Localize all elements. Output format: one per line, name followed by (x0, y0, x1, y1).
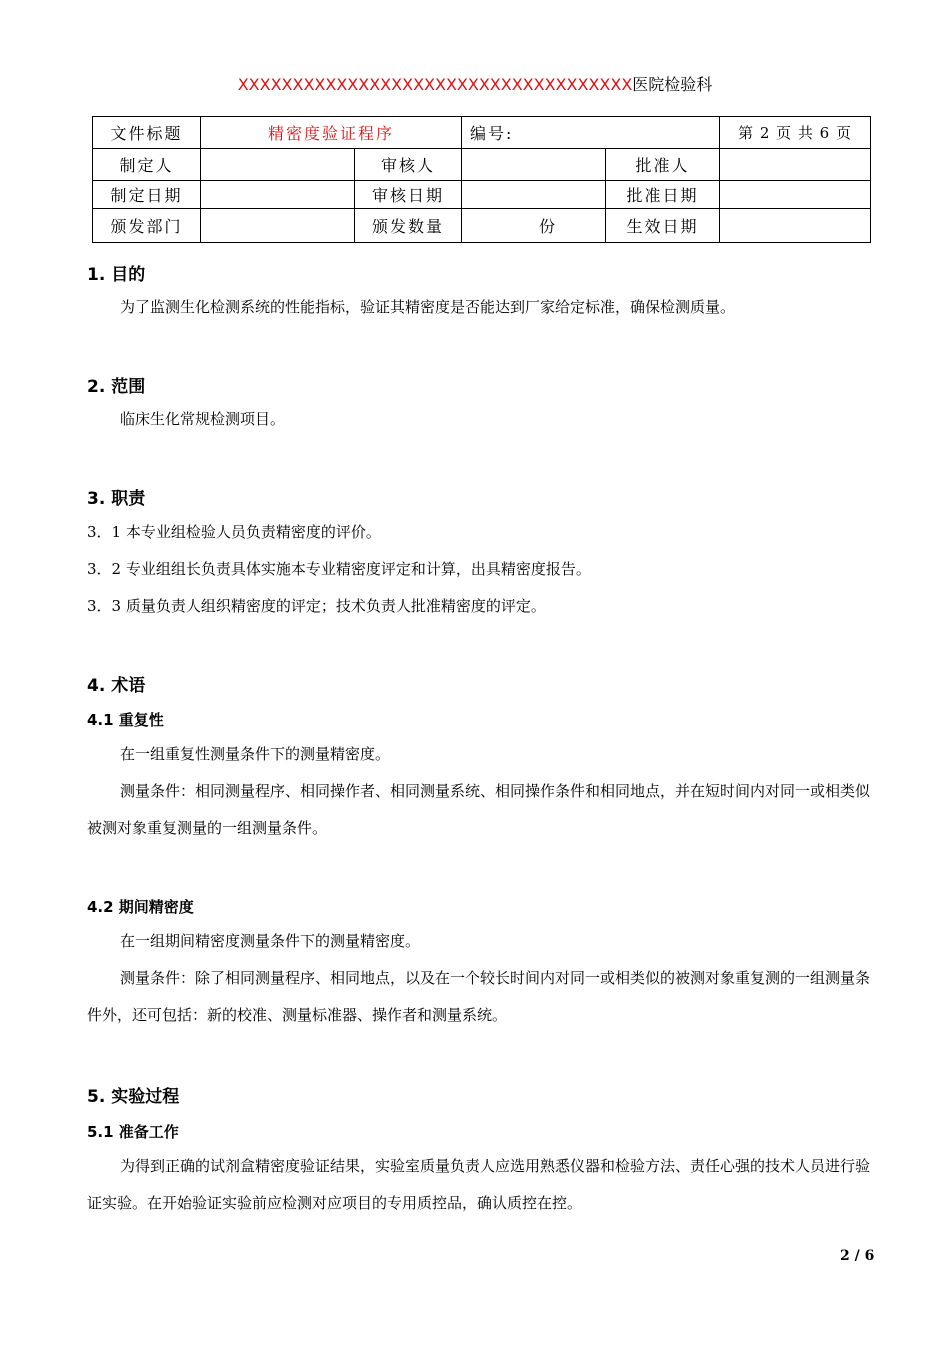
section-4-2-conditions: 测量条件：除了相同测量程序、相同地点，以及在一个较长时间内对同一或相类似的被测对象重复测的一组测量条件外，还可包括：新的校准、测量标准器、操作者和测量系统。 (87, 969, 871, 1024)
section-2-heading: 2. 范围 (87, 377, 146, 397)
section-3-item: 3．1 本专业组检验人员负责精密度的评价。 (87, 523, 381, 541)
author-label: 制定人 (93, 149, 201, 181)
page-info: 第 2 页 共 6 页 (720, 117, 871, 149)
section-4-1-heading: 4.1 重复性 (87, 711, 164, 729)
effective-date-value (720, 209, 871, 243)
section-1-body: 为了监测生化检测系统的性能指标，验证其精密度是否能达到厂家给定标准，确保检测质量。 (120, 298, 736, 316)
approve-date-label: 批准日期 (606, 181, 720, 209)
issuing-dept-value (201, 209, 355, 243)
section-5-heading: 5. 实验过程 (87, 1087, 180, 1107)
title-value: 精密度验证程序 (201, 117, 462, 149)
section-4-2-body: 在一组期间精密度测量条件下的测量精密度。 (120, 932, 421, 950)
approver-label: 批准人 (606, 149, 720, 181)
title-label: 文件标题 (93, 117, 201, 149)
review-date-value (462, 181, 606, 209)
issuing-dept-label: 颁发部门 (93, 209, 201, 243)
page-number: 2 / 6 (840, 1248, 875, 1264)
section-2-body: 临床生化常规检测项目。 (120, 410, 286, 428)
section-5-1-heading: 5.1 准备工作 (87, 1123, 179, 1141)
effective-date-label: 生效日期 (606, 209, 720, 243)
review-date-label: 审核日期 (355, 181, 462, 209)
approver-value (720, 149, 871, 181)
department-name: 医院检验科 (632, 75, 713, 94)
issue-count-label: 颁发数量 (355, 209, 462, 243)
section-5-1-body: 为得到正确的试剂盒精密度验证结果，实验室质量负责人应选用熟悉仪器和检验方法、责任心强的技术人员进行验证实验。在开始验证实验前应检测对应项目的专用质控品，确认质控在控。 (87, 1157, 871, 1212)
section-4-1-body: 在一组重复性测量条件下的测量精密度。 (120, 745, 391, 763)
section-3-item: 3．2 专业组组长负责具体实施本专业精密度评定和计算，出具精密度报告。 (87, 560, 591, 578)
document-meta-table (92, 116, 871, 243)
approve-date-value (720, 181, 871, 209)
hospital-name: XXXXXXXXXXXXXXXXXXXXXXXXXXXXXXXXXXXX (237, 75, 633, 94)
section-4-2-heading: 4.2 期间精密度 (87, 898, 194, 916)
author-date-value (201, 181, 355, 209)
author-value (201, 149, 355, 181)
section-3-item: 3．3 质量负责人组织精密度的评定；技术负责人批准精密度的评定。 (87, 597, 546, 615)
issue-count-unit: 份 (462, 209, 606, 243)
section-3-heading: 3. 职责 (87, 489, 146, 509)
number-label: 编号: (462, 117, 720, 149)
section-4-1-conditions: 测量条件：相同测量程序、相同操作者、相同测量系统、相同操作条件和相同地点，并在短时间内对同一或相类似被测对象重复测量的一组测量条件。 (87, 782, 871, 837)
reviewer-value (462, 149, 606, 181)
reviewer-label: 审核人 (355, 149, 462, 181)
section-1-heading: 1. 目的 (87, 265, 146, 285)
page-header (0, 72, 950, 95)
section-4-heading: 4. 术语 (87, 676, 146, 696)
author-date-label: 制定日期 (93, 181, 201, 209)
